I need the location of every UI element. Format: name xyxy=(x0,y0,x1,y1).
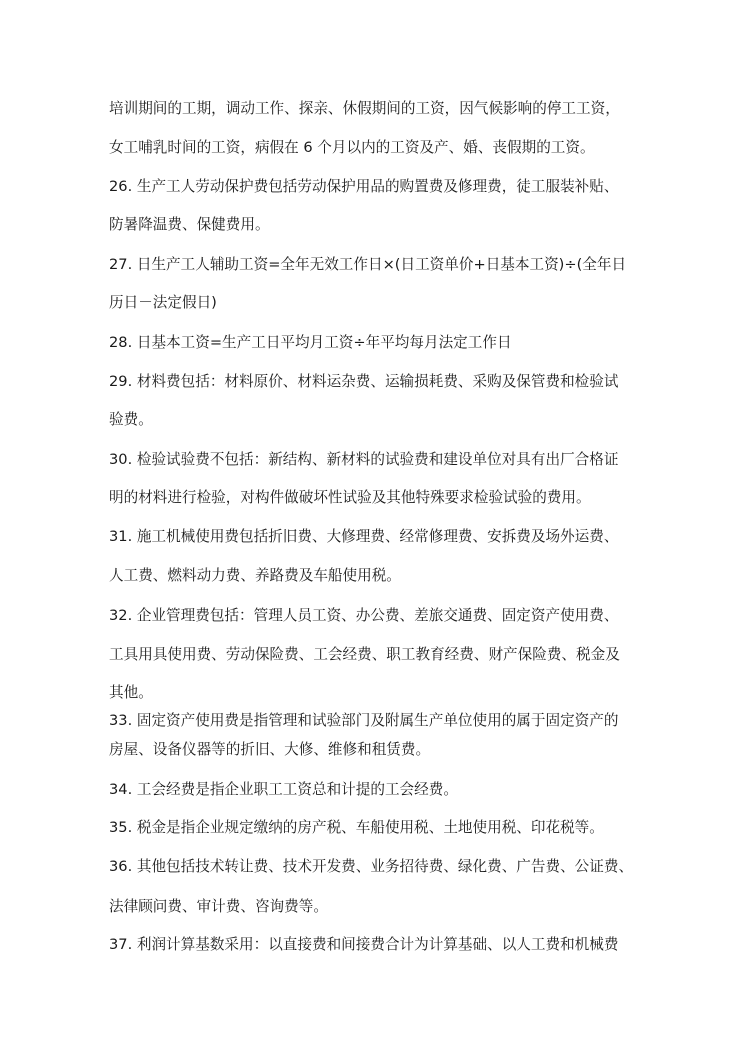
text-line: 明的材料进行检验，对构件做破坏性试验及其他特殊要求检验试验的费用。 xyxy=(109,489,591,506)
text-line: 女工哺乳时间的工资，病假在 6 个月以内的工资及产、婚、丧假期的工资。 xyxy=(109,139,595,156)
text-line: 人工费、燃料动力费、养路费及车船使用税。 xyxy=(109,567,401,584)
text-line: 29. 材料费包括：材料原价、材料运杂费、运输损耗费、采购及保管费和检验试 xyxy=(109,373,619,390)
text-line: 28. 日基本工资=生产工日平均月工资÷年平均每月法定工作日 xyxy=(109,334,512,351)
text-line: 防暑降温费、保健费用。 xyxy=(109,216,270,233)
text-line: 32. 企业管理费包括：管理人员工资、办公费、差旅交通费、固定资产使用费、 xyxy=(109,607,619,624)
text-line: 工具用具使用费、劳动保险费、工会经费、职工教育经费、财产保险费、税金及 xyxy=(109,646,620,663)
text-line: 房屋、设备仪器等的折旧、大修、维修和租赁费。 xyxy=(109,741,431,758)
text-line: 34. 工会经费是指企业职工工资总和计提的工会经费。 xyxy=(109,781,458,798)
text-line: 35. 税金是指企业规定缴纳的房产税、车船使用税、土地使用税、印花税等。 xyxy=(109,819,604,836)
text-line: 法律顾问费、审计费、咨询费等。 xyxy=(109,898,328,915)
text-line: 历日－法定假日) xyxy=(109,294,217,311)
text-line: 验费。 xyxy=(109,411,153,428)
text-line: 其他。 xyxy=(109,684,153,701)
text-line: 26. 生产工人劳动保护费包括劳动保护用品的购置费及修理费，徒工服装补贴、 xyxy=(109,178,619,195)
text-line: 33. 固定资产使用费是指管理和试验部门及附属生产单位使用的属于固定资产的 xyxy=(109,712,619,729)
text-line: 30. 检验试验费不包括：新结构、新材料的试验费和建设单位对具有出厂合格证 xyxy=(109,451,619,468)
text-line: 36. 其他包括技术转让费、技术开发费、业务招待费、绿化费、广告费、公证费、 xyxy=(109,858,634,875)
text-line: 31. 施工机械使用费包括折旧费、大修理费、经常修理费、安拆费及场外运费、 xyxy=(109,528,619,545)
text-line: 培训期间的工期，调动工作、探亲、休假期间的工资，因气候影响的停工工资， xyxy=(109,100,620,117)
text-line: 27. 日生产工人辅助工资=全年无效工作日×(日工资单价+日基本工资)÷(全年日 xyxy=(109,256,627,273)
text-line: 37. 利润计算基数采用：以直接费和间接费合计为计算基础、以人工费和机械费 xyxy=(109,936,619,953)
